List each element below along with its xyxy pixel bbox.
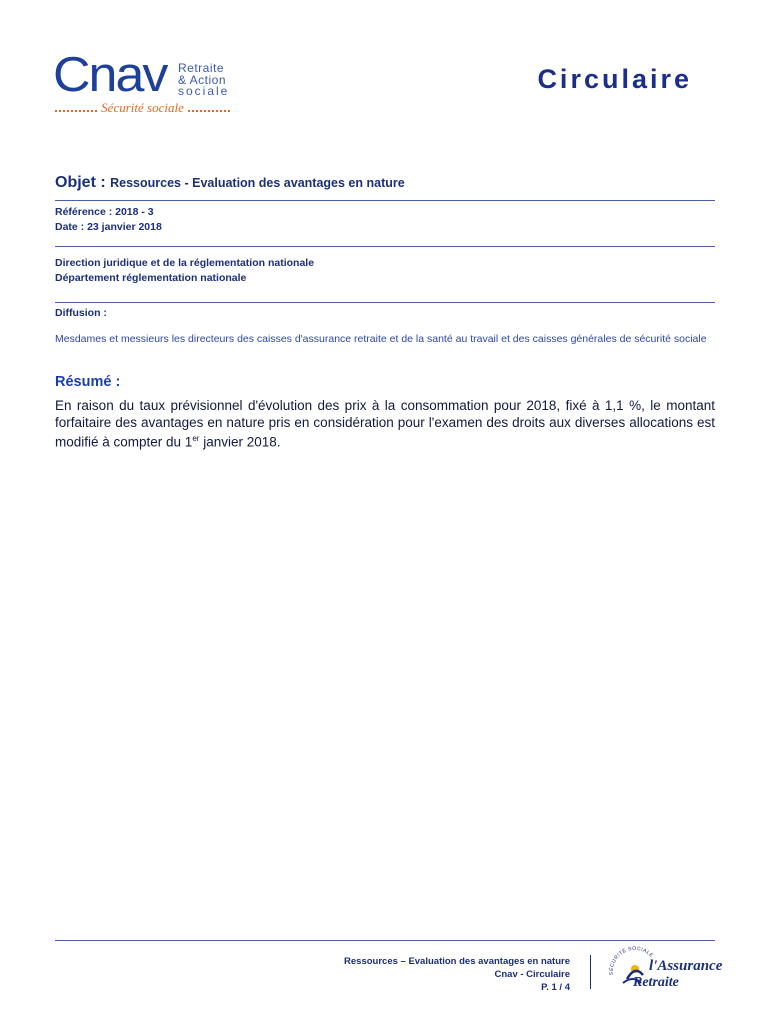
diffusion-text: Mesdames et messieurs les directeurs des caisses d'assurance retraite et de la santé au travail et des caisses générales de sécurité sociale <box>55 333 707 345</box>
cnav-logo-wordmark: Cnav <box>53 47 167 103</box>
objet-value: Ressources - Evaluation des avantages en nature <box>110 176 405 190</box>
logo-arc-text: SÉCURITÉ SOCIALE <box>608 945 655 976</box>
logo-line-action: & Action <box>178 72 227 87</box>
date-line: Date : 23 janvier 2018 <box>55 221 162 233</box>
objet-heading <box>55 174 405 192</box>
tagline-dots-right <box>188 110 230 112</box>
footer-doc: Cnav - Circulaire <box>494 969 570 980</box>
direction-line: Direction juridique et de la réglementation nationale <box>55 257 315 269</box>
resume-text-main: En raison du taux prévisionnel d'évolution des prix à la consommation pour 2018, fixé à 1,1 %, le montant forfaitaire des avantages en nature pris en considération pour l'examen des droits aux diverses allocations est modifié à compter du 1 <box>55 398 715 450</box>
tagline-text: Sécurité sociale <box>101 100 184 115</box>
reference-line: Référence : 2018 - 3 <box>55 206 154 218</box>
diffusion-label: Diffusion : <box>55 307 107 319</box>
logo-line-retraite: Retraite <box>178 61 225 75</box>
resume-title: Résumé : <box>55 374 121 390</box>
divider <box>55 200 715 201</box>
assurance-retraite-logo <box>605 945 725 995</box>
resume-text <box>55 398 715 451</box>
objet-label: Objet : <box>55 174 106 191</box>
resume-text-end: janvier 2018. <box>199 434 281 450</box>
document-type-title: Circulaire <box>537 64 692 94</box>
securite-sociale-tagline <box>55 100 230 116</box>
logo-retraite-text: Retraite <box>633 975 679 990</box>
footer-page-number: P. 1 / 4 <box>541 982 570 993</box>
cnav-logo-subtitle <box>178 63 229 98</box>
footer-subject: Ressources – Evaluation des avantages en nature <box>344 956 570 967</box>
footer-separator <box>590 955 591 989</box>
footer-divider <box>55 940 715 941</box>
divider <box>55 302 715 303</box>
divider <box>55 246 715 247</box>
tagline-dots-left <box>55 110 97 112</box>
logo-assurance-text: l'Assurance <box>649 958 723 974</box>
departement-line: Département réglementation nationale <box>55 272 247 284</box>
footer-text <box>344 955 570 994</box>
logo-line-sociale: sociale <box>178 84 230 98</box>
resume-text-sup: er <box>192 434 200 443</box>
